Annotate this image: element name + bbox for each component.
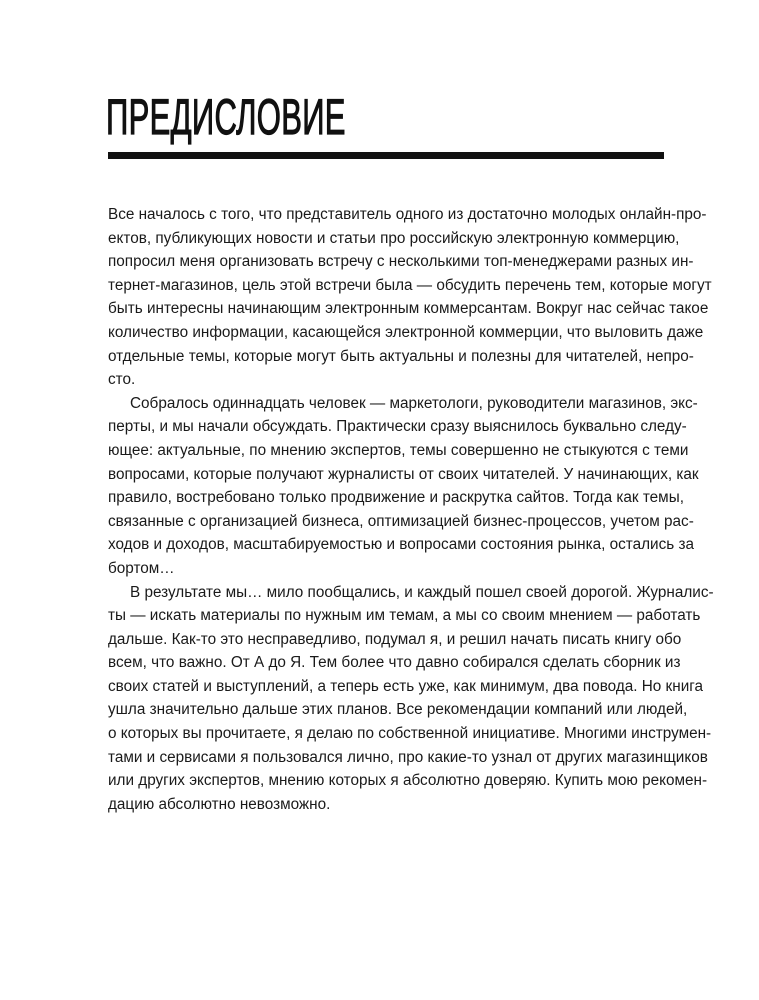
text-line: ты — искать материалы по нужным им темам, а мы со своим мнением — работать (108, 607, 701, 625)
text-line: быть интересны начинающим электронным коммерсантам. Вокруг нас сейчас такое (108, 300, 709, 318)
text-line: или других экспертов, мнению которых я абсолютно доверяю. Купить мою рекомен- (108, 772, 708, 790)
text-line: количество информации, касающейся электронной коммерции, что выловить даже (108, 323, 704, 341)
text-line: всем, что важно. От А до Я. Тем более что давно собирался сделать сборник из (108, 654, 681, 672)
text-line: попросил меня организовать встречу с несколькими топ-менеджерами разных ин- (108, 253, 694, 271)
text-line: связанные с организацией бизнеса, оптимизацией бизнес-процессов, учетом рас- (108, 512, 694, 530)
text-line: вопросами, которые получают журналисты от своих читателей. У начинающих, как (108, 465, 699, 483)
text-line: ушла значительно дальше этих планов. Все рекомендации компаний или людей, (108, 701, 688, 719)
paragraph-2 (108, 392, 699, 581)
text-line: дальше. Как-то это несправедливо, подумал я, и решил начать писать книгу обо (108, 630, 682, 648)
paragraph-3 (108, 581, 714, 817)
text-line: о которых вы прочитаете, я делаю по собственной инициативе. Многими инструмен- (108, 725, 712, 743)
paragraph-1 (108, 203, 712, 392)
body-text (108, 203, 714, 816)
text-line: тернет-магазинов, цель этой встречи была — обсудить перечень тем, которые могут (108, 276, 712, 294)
text-line: сто. (108, 371, 136, 389)
text-line: ходов и доходов, масштабируемостью и вопросами состояния рынка, остались за (108, 536, 694, 554)
text-line: отдельные темы, которые могут быть актуальны и полезны для читателей, непро- (108, 347, 694, 365)
title-underline-rule (108, 152, 664, 159)
text-line: правило, востребовано только продвижение и раскрутка сайтов. Тогда как темы, (108, 489, 684, 507)
text-line: ектов, публикующих новости и статьи про российскую электронную коммерцию, (108, 229, 680, 247)
text-line: дацию абсолютно невозможно. (108, 795, 331, 813)
text-line: В результате мы… мило пообщались, и каждый пошел своей дорогой. Журналис- (130, 583, 714, 601)
text-line: своих статей и выступлений, а теперь есть уже, как минимум, два повода. Но книга (108, 677, 703, 695)
text-line: Собралось одиннадцать человек — маркетологи, руководители магазинов, экс- (130, 394, 698, 412)
text-line: тами и сервисами я пользовался лично, про какие-то узнал от других магазинщиков (108, 748, 708, 766)
text-line: Все началось с того, что представитель одного из достаточно молодых онлайн-про- (108, 206, 707, 223)
chapter-title: ПРЕДИСЛОВИЕ (106, 89, 346, 145)
text-line: перты, и мы начали обсуждать. Практически сразу выяснилось буквально следу- (108, 418, 687, 436)
text-line: бортом… (108, 559, 175, 577)
text-line: ющее: актуальные, по мнению экспертов, темы совершенно не стыкуются с теми (108, 441, 689, 459)
